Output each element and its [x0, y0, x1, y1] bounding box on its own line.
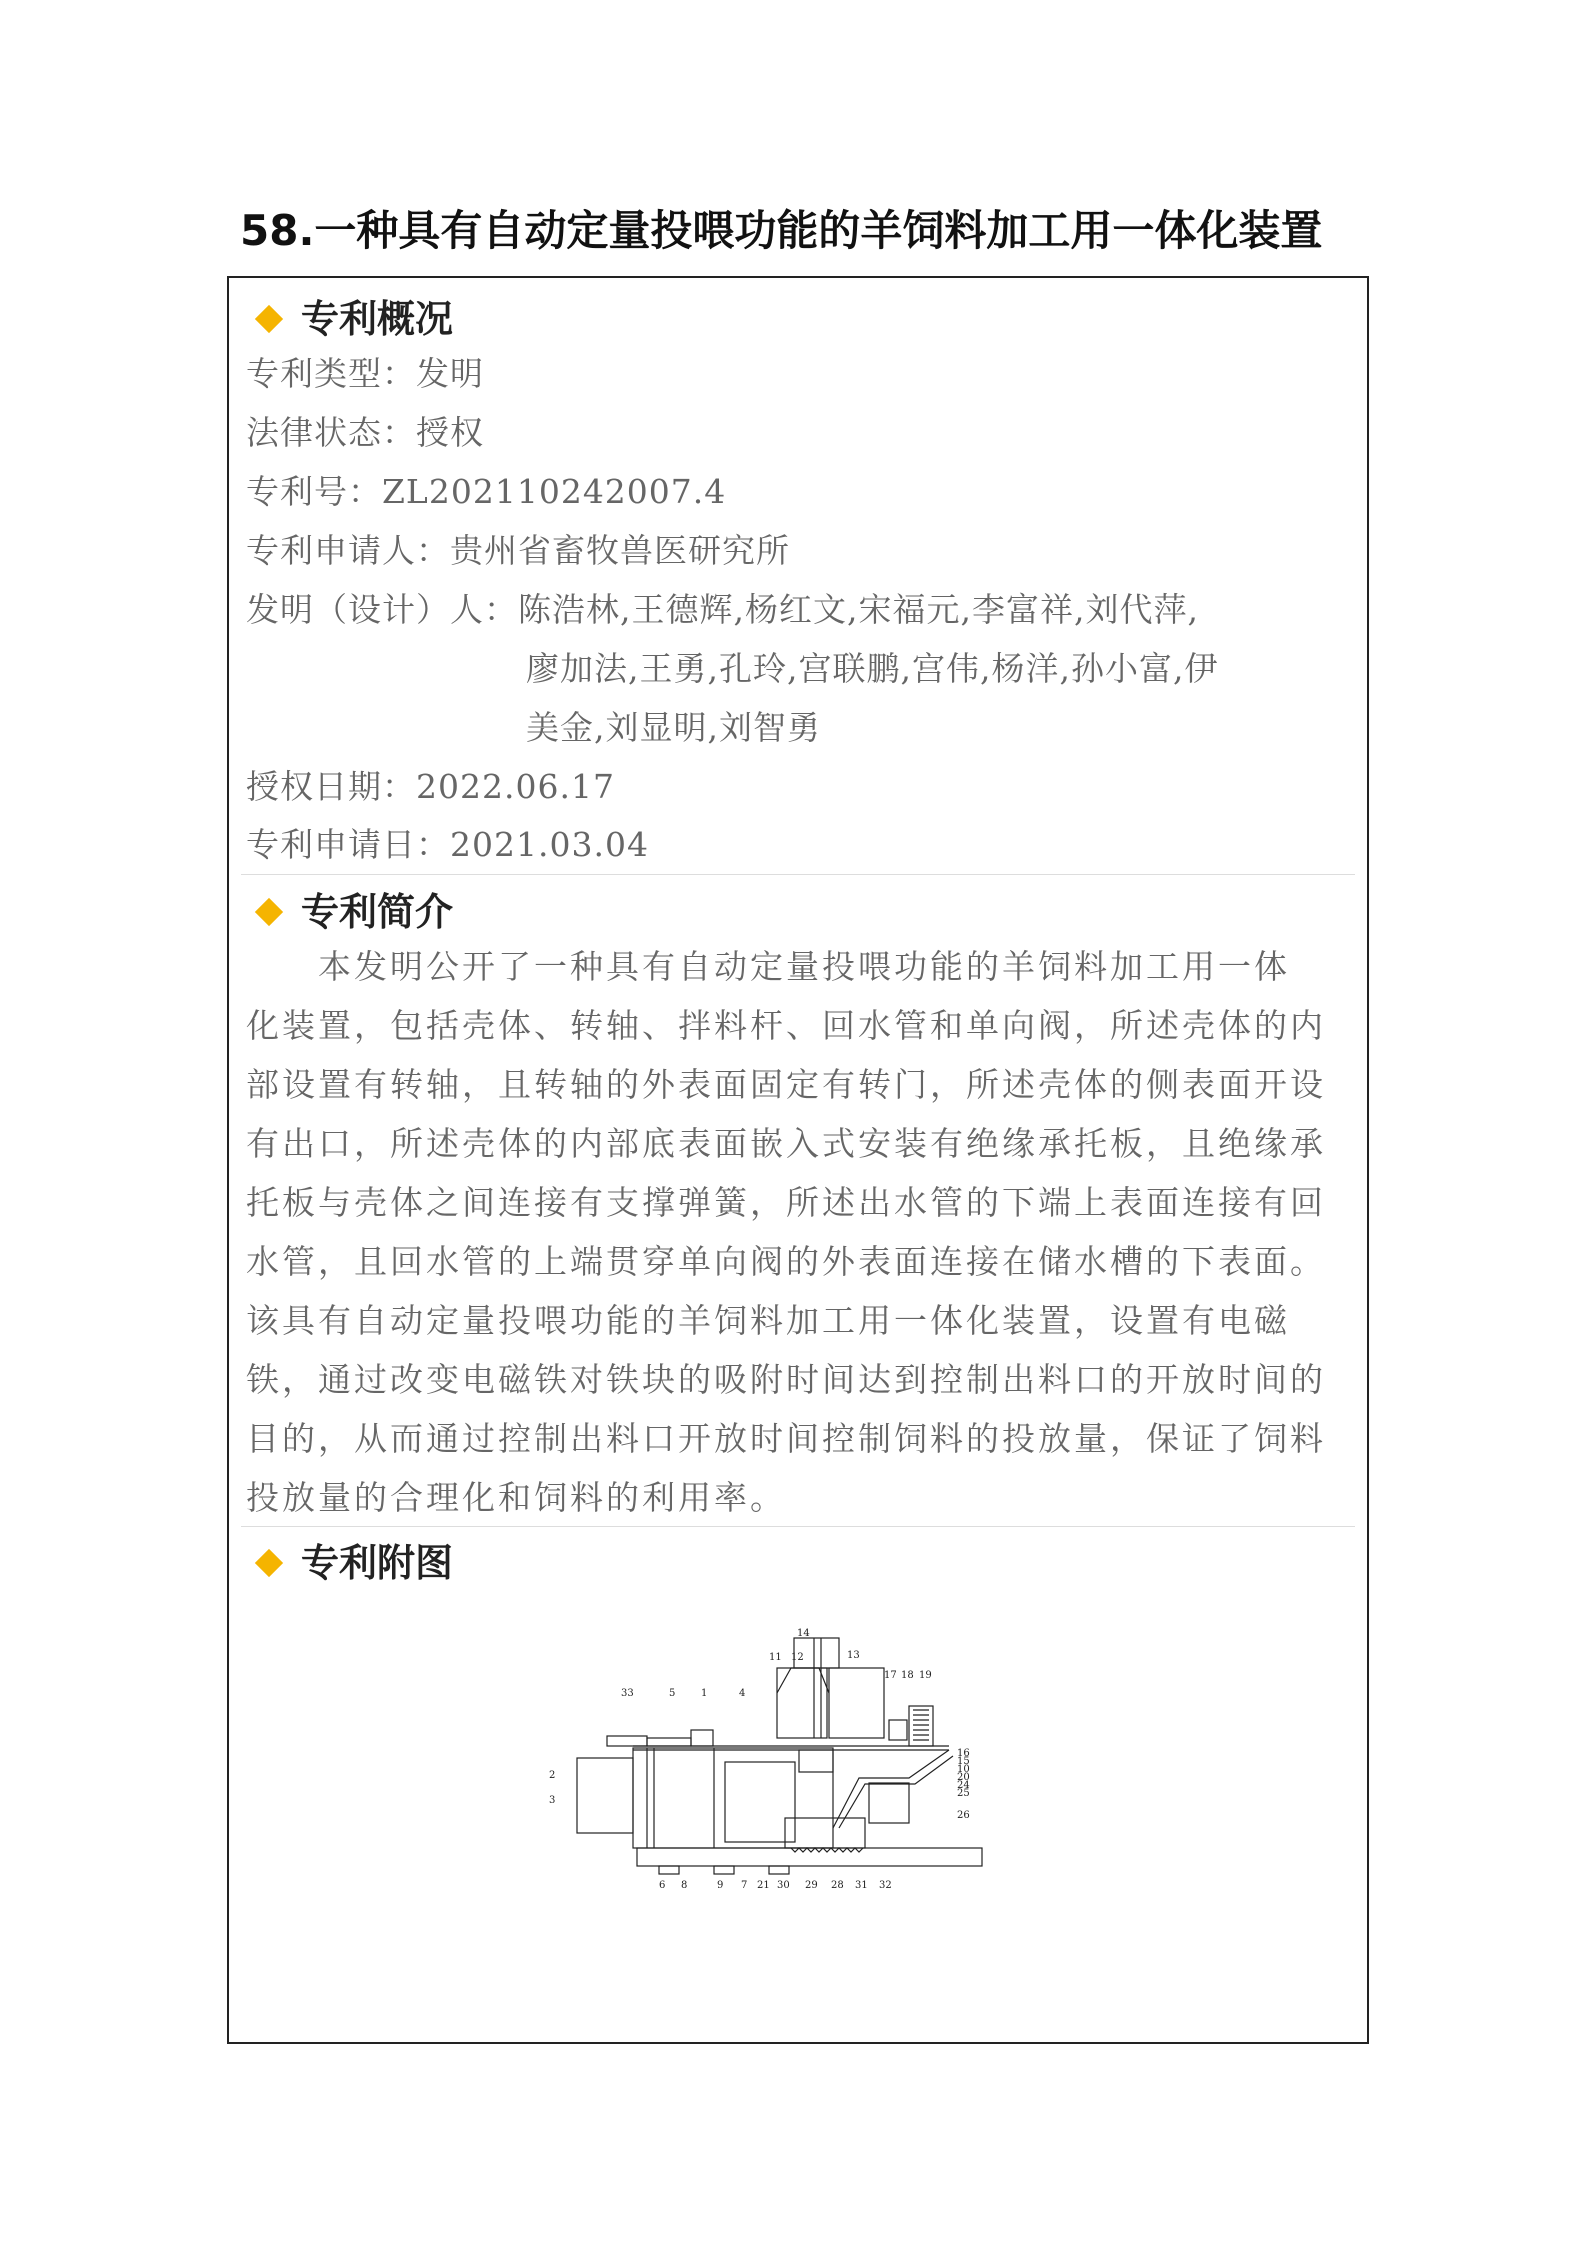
patent-card [227, 276, 1369, 2044]
drawing-label: 5 [669, 1688, 676, 1699]
drawing-label: 28 [831, 1880, 844, 1891]
drawing-label: 15 [957, 1756, 970, 1767]
abstract-line: 部设置有转轴，且转轴的外表面固定有转门，所述壳体的侧表面开设 [246, 1065, 1326, 1104]
motor-box [577, 1758, 633, 1833]
drawing-label: 18 [901, 1670, 914, 1681]
section-heading-intro [251, 881, 453, 936]
abstract-line: 托板与壳体之间连接有支撑弹簧，所述出水管的下端上表面连接有回 [246, 1183, 1326, 1222]
application-date: 专利申请日：2021.03.04 [246, 825, 649, 864]
drawing-label: 31 [855, 1880, 868, 1891]
section-divider [241, 874, 1355, 875]
drawing-label: 3 [549, 1795, 556, 1806]
section-heading-text: 专利简介 [301, 890, 454, 934]
section-heading-figure [251, 1532, 453, 1587]
abstract-line: 化装置，包括壳体、转轴、拌料杆、回水管和单向阀，所述壳体的内 [246, 1006, 1326, 1045]
abstract-line: 水管，且回水管的上端贯穿单向阀的外表面连接在储水槽的下表面。 [246, 1242, 1326, 1281]
section-heading-text: 专利附图 [301, 1541, 454, 1585]
inventors-line-2: 廖加法,王勇,孔玲,宫联鹏,宫伟,杨洋,孙小富,伊 [526, 649, 1219, 688]
drawing-label: 12 [791, 1652, 804, 1663]
diamond-bullet-icon [255, 304, 283, 332]
drawing-label: 10 [957, 1764, 970, 1775]
abstract-line: 投放量的合理化和饲料的利用率。 [246, 1478, 786, 1517]
drawing-label: 30 [777, 1880, 790, 1891]
drawing-label: 20 [957, 1772, 970, 1783]
diamond-bullet-icon [255, 1548, 283, 1576]
drawing-label: 24 [957, 1780, 970, 1791]
drawing-label: 25 [957, 1788, 970, 1799]
patent-drawing [529, 1628, 1049, 1928]
section-heading-text: 专利概况 [301, 297, 454, 341]
drawing-label: 14 [797, 1628, 810, 1639]
drawing-label: 11 [769, 1652, 782, 1663]
drawing-label: 7 [741, 1880, 748, 1891]
page-title: 58.一种具有自动定量投喂功能的羊饲料加工用一体化装置 [240, 206, 1323, 255]
grant-date: 授权日期：2022.06.17 [246, 767, 615, 806]
abstract-line: 该具有自动定量投喂功能的羊饲料加工用一体化装置，设置有电磁 [246, 1301, 1290, 1340]
drawing-label: 33 [621, 1688, 634, 1699]
drawing-label: 19 [919, 1670, 932, 1681]
patent-type: 专利类型：发明 [246, 354, 484, 393]
drawing-label: 9 [717, 1880, 724, 1891]
legal-status: 法律状态：授权 [246, 413, 484, 452]
drawing-label: 8 [681, 1880, 688, 1891]
applicant: 专利申请人：贵州省畜牧兽医研究所 [246, 531, 790, 570]
drawing-label: 16 [957, 1748, 970, 1759]
section-divider [241, 1526, 1355, 1527]
diamond-bullet-icon [255, 897, 283, 925]
drawing-label: 4 [739, 1688, 746, 1699]
main-housing [633, 1748, 833, 1848]
drawing-label: 6 [659, 1880, 666, 1891]
drawing-label: 2 [549, 1770, 556, 1781]
abstract-line: 目的，从而通过控制出料口开放时间控制饲料的投放量，保证了饲料 [246, 1419, 1326, 1458]
drawing-label: 26 [957, 1810, 970, 1821]
drawing-label: 17 [884, 1670, 897, 1681]
patent-number: 专利号：ZL202110242007.4 [246, 472, 727, 511]
inventors-line-1: 发明（设计）人：陈浩林,王德辉,杨红文,宋福元,李富祥,刘代萍, [246, 590, 1199, 629]
drawing-label: 1 [701, 1688, 708, 1699]
hopper-right [829, 1668, 884, 1738]
section-heading-overview [251, 288, 453, 343]
drawing-label: 21 [757, 1880, 770, 1891]
inventors-line-3: 美金,刘显明,刘智勇 [526, 708, 821, 747]
abstract-line: 有出口，所述壳体的内部底表面嵌入式安装有绝缘承托板，且绝缘承 [246, 1124, 1326, 1163]
drawing-label: 29 [805, 1880, 818, 1891]
drawing-label: 32 [879, 1880, 892, 1891]
abstract-line: 本发明公开了一种具有自动定量投喂功能的羊饲料加工用一体 [246, 947, 1290, 986]
abstract-line: 铁，通过改变电磁铁对铁块的吸附时间达到控制出料口的开放时间的 [246, 1360, 1326, 1399]
drawing-label: 13 [847, 1650, 860, 1661]
